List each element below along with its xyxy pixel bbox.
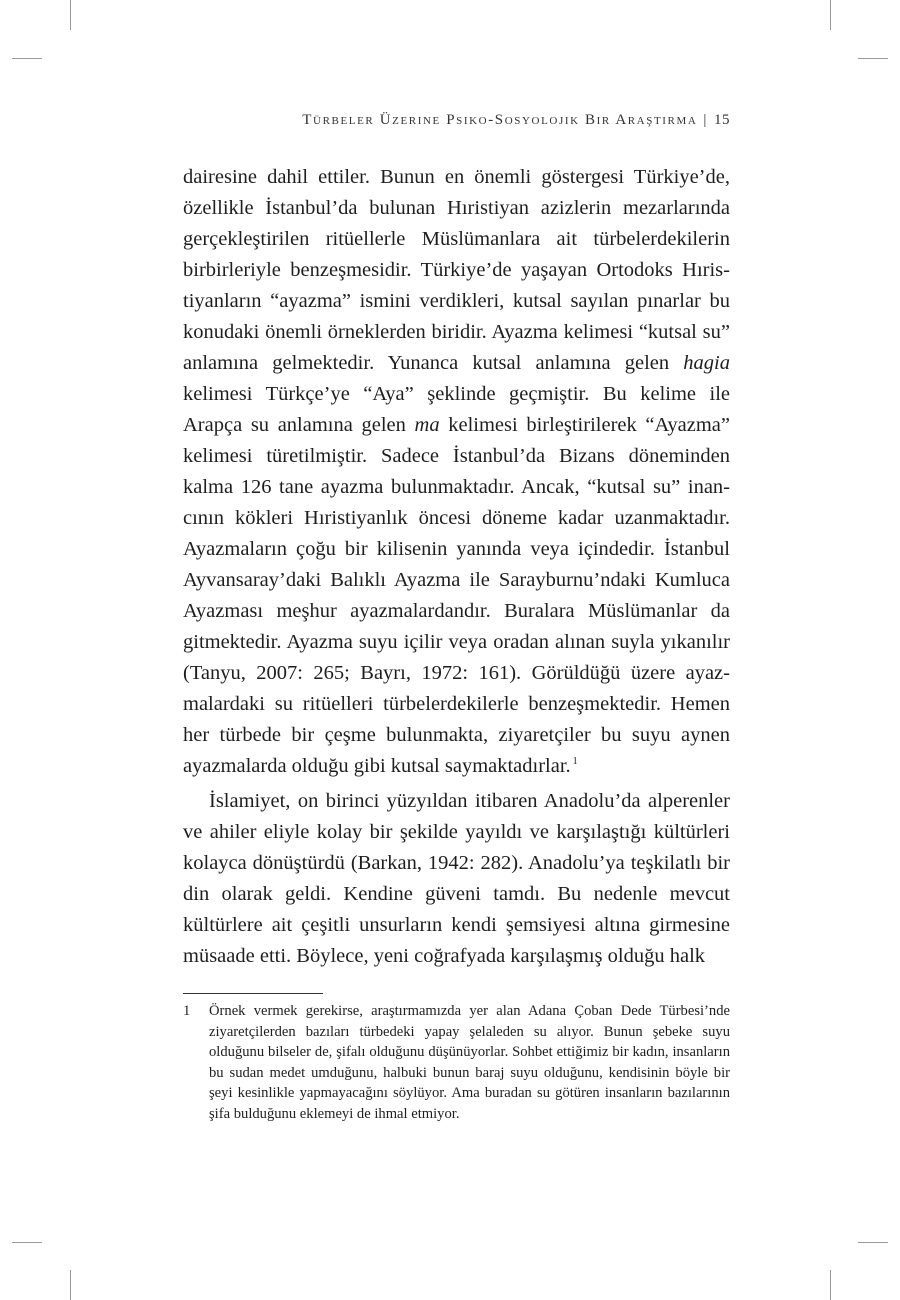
running-head bbox=[302, 112, 730, 129]
crop-mark-bottom-left bbox=[70, 1270, 71, 1300]
crop-mark-left-top bbox=[12, 58, 42, 59]
crop-mark-right-bottom bbox=[858, 1242, 888, 1243]
body-text bbox=[183, 162, 730, 972]
paragraph-1-part-c: kelimesi birleştirilerek “Ayazma” kelimesi türetilmiştir. Sadece İstanbul’da Bizans döneminden kalma 126 tane ayazma bulunmaktadır. Ancak, “kutsal su” inancının kökleri Hıristiyanlık öncesi döneme kadar uzanmaktadır. Ayazmaların çoğu bir kilisenin yanında veya içindedir. İstanbul Ayvansaray’daki Balıklı Ayazma ile Sarayburnu’ndaki Kumluca Ayazması meşhur ayazmalardandır. Buralara Müslümanlar da gitmektedir. Ayazma suyu içilir veya oradan alınan suyla yıkanılır (Tanyu, 2007: 265; Bayrı, 1972: 161). Görüldüğü üzere ayazmalardaki su ritüelleri türbelerdekilerle benzeşmektedir. Hemen her türbede bir çeşme bulunmakta, ziyaretçiler bu suyu aynen ayazmalarda olduğu gibi kutsal saymaktadırlar. bbox=[183, 414, 731, 777]
crop-mark-bottom-right bbox=[830, 1270, 831, 1300]
footnote-rule bbox=[183, 993, 323, 994]
crop-mark-top-right bbox=[830, 0, 831, 30]
paragraph-1-part-a: dairesine dahil ettiler. Bunun en önemli göstergesi Türkiye’de, özellikle İstanbul’da bulunan Hıristiyan azizlerin mezarlarında gerçekleştirilen ritüellerle Müslümanlara ait türbelerdekilerin birbirleriyle benzeşmesidir. Türkiye’de yaşayan Ortodoks Hıristiyanların “ayazma” ismini verdikleri, kutsal sayılan pınarlar bu konudaki önemli örneklerden biridir. Ayazma kelimesi “kutsal su” anlamına gelmektedir. Yunanca kutsal anlamına gelen bbox=[183, 166, 730, 374]
paragraph-2: İslamiyet, on birinci yüzyıldan itibaren Anadolu’da alperenler ve ahiler eliyle kolay bir şekilde yayıldı ve karşılaştığı kültürleri kolayca dönüştürdü (Barkan, 1942: 282). Anadolu’ya teşkilatlı bir din olarak geldi. Kendine güveni tamdı. Bu nedenle mevcut kültürlere ait çeşitli unsurların kendi şemsiyesi altına girmesine müsaade etti. Böylece, yeni coğrafyada karşılaşmış olduğu halk bbox=[183, 790, 730, 967]
running-head-title: Türbeler Üzerine Psiko-Sosyolojik Bir Araştırma bbox=[302, 112, 698, 128]
crop-mark-top-left bbox=[70, 0, 71, 30]
crop-mark-left-bottom bbox=[12, 1242, 42, 1243]
running-head-separator: | bbox=[703, 112, 708, 128]
italic-term-ma: ma bbox=[414, 414, 440, 436]
paragraph-1-part-b: kelimesi Türkçe’ye “Aya” şeklinde geçmiştir. Bu kelime ile Arapça su anlamına gelen bbox=[183, 383, 730, 436]
footnote bbox=[183, 1001, 730, 1125]
footnote-text: Örnek vermek gerekirse, araştırmamızda yer alan Adana Çoban Dede Türbesi’nde ziyaretçilerden bazıları türbedeki yapay şelaleden su alıyor. Bunun şebeke suyu olduğunu bilseler de, şifalı olduğunu düşünüyorlar. Sohbet ettiğimiz bir kadın, insanların bu sudan medet umduğunu, halbuki bunun baraj suyu olduğunu, kendisinin böyle bir şeyi kesinlikle yapmayacağını söylüyor. Ama buradan su götüren insanların bazılarının şifa bulduğunu eklemeyi de ihmal etmiyor. bbox=[209, 1003, 730, 1122]
page-number: 15 bbox=[714, 112, 730, 128]
footnote-reference: 1 bbox=[572, 756, 578, 768]
paragraph-1 bbox=[183, 162, 730, 782]
footnote-number: 1 bbox=[183, 1003, 191, 1019]
crop-mark-right-top bbox=[858, 58, 888, 59]
italic-term-hagia: hagia bbox=[683, 352, 730, 374]
